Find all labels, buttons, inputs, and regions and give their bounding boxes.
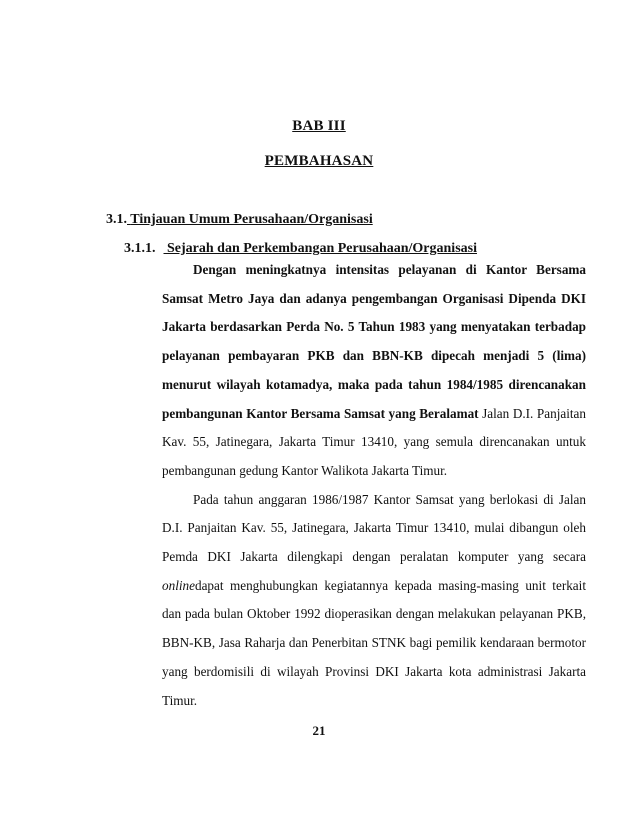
subsection-heading	[124, 241, 477, 257]
paragraph-2	[162, 486, 586, 716]
page-number: 21	[312, 723, 326, 738]
paragraph-2-text-a: Pada tahun anggaran 1986/1987 Kantor Samsat yang berlokasi di Jalan D.I. Panjaitan Kav. 55, Jatinegara, Jakarta Timur 13410, mulai dibangun oleh Pemda DKI Jakarta dilengkapi dengan peralatan komputer yang secara	[162, 491, 586, 565]
paragraph-1-bold-text: Dengan meningkatnya intensitas pelayanan di Kantor Bersama Samsat Metro Jaya dan adanya pengembangan Organisasi Dipenda DKI Jakarta berdasarkan Perda No. 5 Tahun 1983 yang menyatakan terbadap pelayanan pembayaran PKB dan BBN-KB dipecah menjadi 5 (lima) menurut wilayah kotamadya, maka pada tahun 1984/1985 direncanakan pembangunan Kantor Bersama Samsat yang Beralamat	[162, 262, 586, 421]
subsection-title: Sejarah dan Perkembangan Perusahaan/Organisasi	[167, 241, 477, 256]
paragraph-2-text-b: dapat menghubungkan kegiatannya kepada masing-masing unit terkait dan pada bulan Oktober 1992 dioperasikan dengan melakukan pelayanan PKB, BBN-KB, Jasa Raharja dan Penerbitan STNK bagi pemilik kendaraan bermotor yang berdomisili di wilayah Provinsi DKI Jakarta kota administrasi Jakarta Timur.	[162, 577, 586, 708]
body-text	[162, 256, 586, 715]
chapter-title: PEMBAHASAN	[264, 153, 374, 169]
paragraph-2-italic-text: online	[162, 577, 195, 593]
chapter-number: BAB III	[292, 118, 346, 134]
paragraph-1	[162, 256, 586, 486]
section-heading	[106, 212, 373, 228]
section-title: Tinjauan Umum Perusahaan/Organisasi	[130, 212, 373, 227]
paragraph-1-text: Jalan D.I. Panjaitan Kav. 55, Jatinegara, Jakarta Timur 13410, yang semula direncanakan untuk pembangunan gedung Kantor Walikota Jakarta Timur.	[162, 405, 586, 478]
section-number: 3.1.	[106, 212, 127, 227]
subsection-number: 3.1.1.	[124, 241, 156, 256]
